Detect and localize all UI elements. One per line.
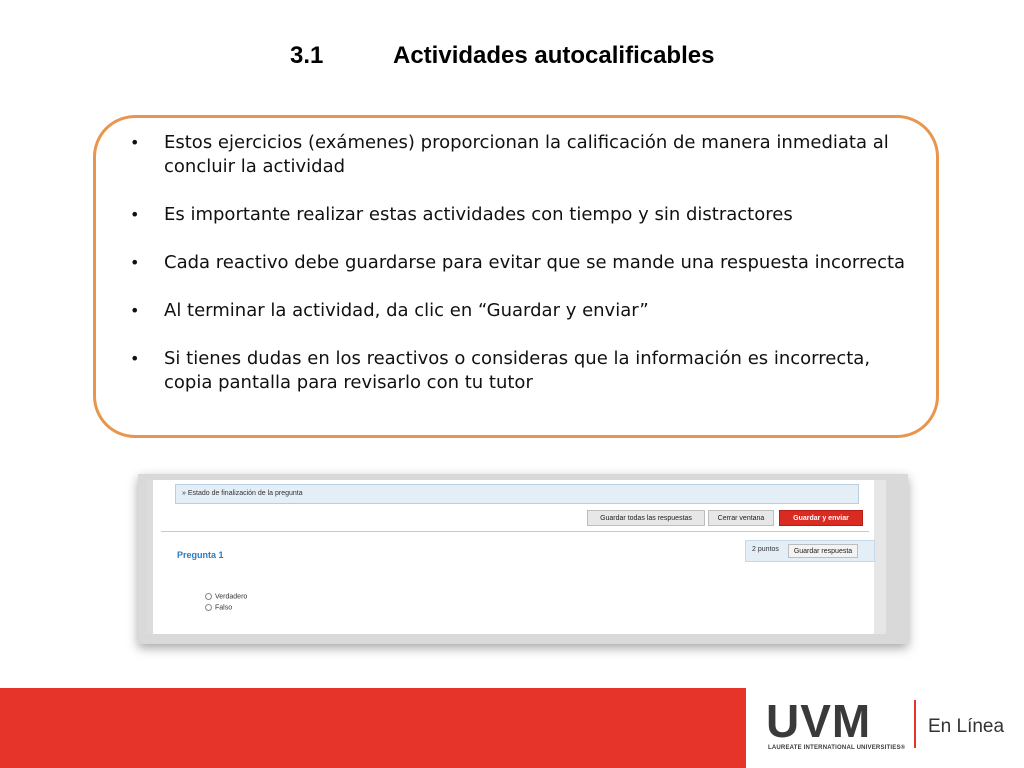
quiz-screenshot (146, 480, 886, 634)
footer-logo-area (746, 688, 1024, 768)
question-points: 2 puntos (752, 546, 779, 553)
close-window-button[interactable]: Cerrar ventana (708, 510, 774, 526)
bullet-dot: • (130, 349, 140, 368)
bullet-dot: • (130, 133, 140, 152)
bullet-dot: • (130, 301, 140, 320)
title-text: Actividades autocalificables (393, 42, 715, 69)
bullet-item: • Al terminar la actividad, da clic en “Guardar y enviar” (130, 300, 649, 321)
save-all-answers-button[interactable]: Guardar todas las respuestas (587, 510, 705, 526)
radio-icon[interactable] (205, 593, 212, 600)
save-response-button[interactable]: Guardar respuesta (788, 544, 858, 558)
divider (161, 531, 869, 532)
completion-status-bar[interactable]: » Estado de finalización de la pregunta (175, 484, 859, 504)
bullet-item: • Es importante realizar estas actividades con tiempo y sin distractores (130, 204, 793, 225)
option-true[interactable]: Verdadero (205, 593, 247, 600)
en-linea-label: En Línea (928, 716, 1005, 737)
footer-red-band (0, 688, 746, 768)
bullet-item: • Si tienes dudas en los reactivos o consideras que la información es incorrecta, copia pantalla para revisarlo con tu tutor (130, 348, 871, 393)
bullet-item: • Estos ejercicios (exámenes) proporcionan la calificación de manera inmediata al concluir la actividad (130, 132, 889, 177)
bullet-item: • Cada reactivo debe guardarse para evitar que se mande una respuesta incorrecta (130, 252, 906, 273)
uvm-logo: UVM (766, 695, 872, 747)
bullet-dot: • (130, 205, 140, 224)
question-info-panel (745, 540, 875, 562)
option-false[interactable]: Falso (205, 604, 232, 611)
bullet-dot: • (130, 253, 140, 272)
title-number: 3.1 (290, 42, 324, 69)
question-title: Pregunta 1 (177, 550, 224, 560)
save-and-submit-button[interactable]: Guardar y enviar (779, 510, 863, 526)
radio-icon[interactable] (205, 604, 212, 611)
logo-divider (914, 700, 916, 748)
bullet-list (130, 131, 920, 419)
slide-title (0, 42, 1024, 78)
laureate-tagline: LAUREATE INTERNATIONAL UNIVERSITIES® (768, 745, 906, 751)
